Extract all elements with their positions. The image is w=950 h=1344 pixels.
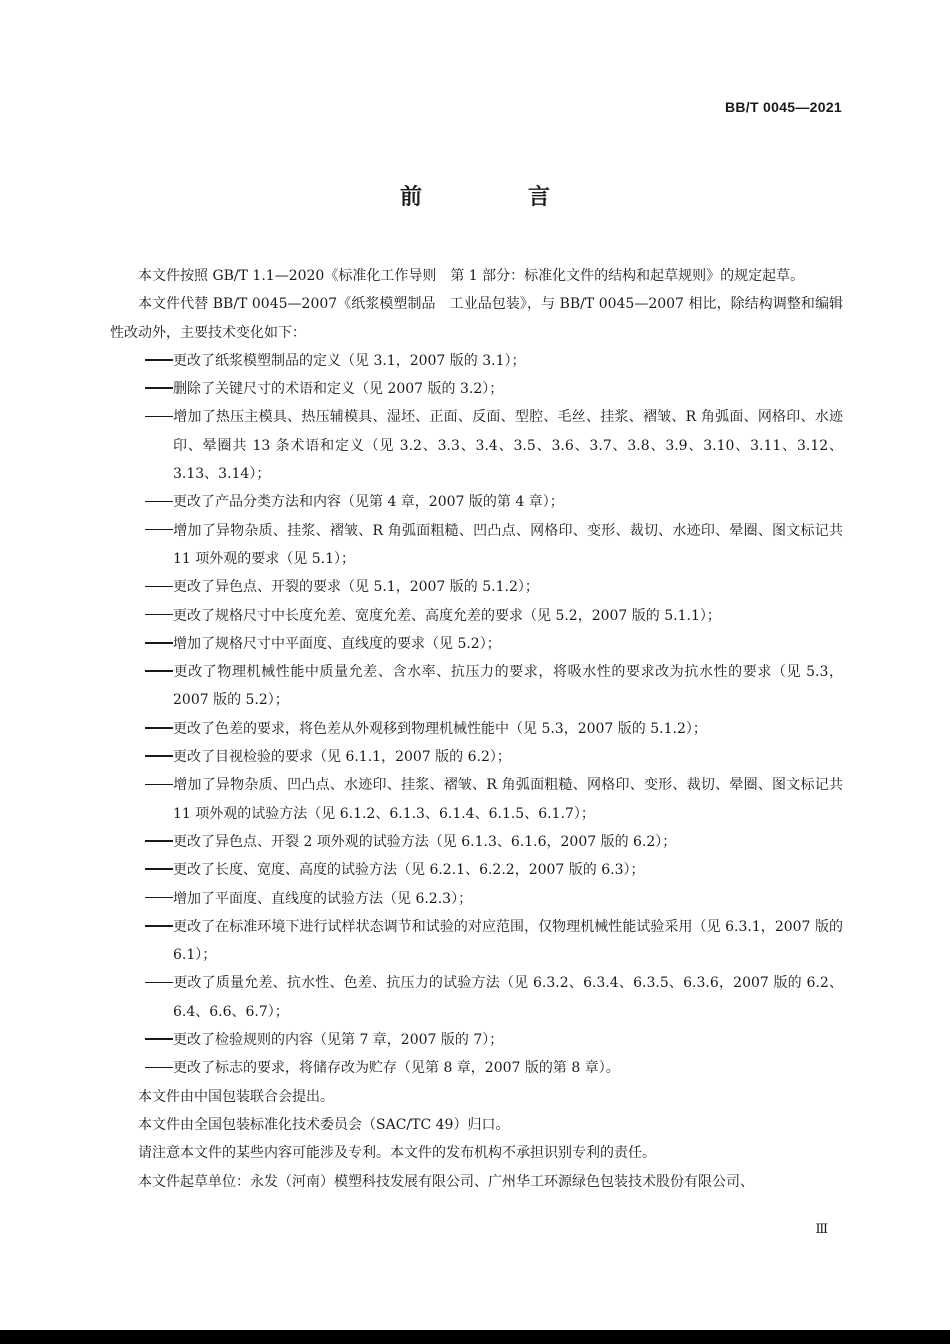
page-number: Ⅲ bbox=[815, 1222, 828, 1237]
change-text: 增加了异物杂质、挂浆、褶皱、R 角弧面粗糙、凹凸点、网格印、变形、裁切、水迹印、晕圈、图文标记共 11 项外观的要求（见 5.1）； bbox=[173, 522, 843, 567]
dash-marker bbox=[145, 375, 173, 403]
change-item bbox=[110, 517, 843, 574]
change-text: 更改了物理机械性能中质量允差、含水率、抗压力的要求，将吸水性的要求改为抗水性的要求（见 5.3，2007 版的 5.2）； bbox=[173, 664, 843, 709]
change-item bbox=[110, 885, 843, 913]
change-item bbox=[110, 715, 843, 743]
dash-marker bbox=[145, 602, 173, 630]
change-text: 增加了热压主模具、热压辅模具、湿坯、正面、反面、型腔、毛丝、挂浆、褶皱、R 角弧面、网格印、水迹印、晕圈共 13 条术语和定义（见 3.2、3.3、3.4、3.5、3.6、3.7、3.8、3.9、3.10、3.11、3.12、3.13、3.14）； bbox=[173, 409, 843, 483]
change-item bbox=[110, 1026, 843, 1054]
change-item bbox=[110, 658, 843, 715]
bottom-border bbox=[0, 1330, 950, 1344]
dash-marker bbox=[145, 573, 173, 601]
closing-paragraph: 本文件由中国包装联合会提出。 bbox=[138, 1088, 334, 1105]
dash-marker bbox=[145, 517, 173, 545]
change-item bbox=[110, 375, 843, 403]
dash-marker bbox=[145, 969, 173, 997]
change-text: 更改了检验规则的内容（见第 7 章，2007 版的 7）； bbox=[173, 1032, 504, 1049]
change-text: 更改了质量允差、抗水性、色差、抗压力的试验方法（见 6.3.2、6.3.4、6.3.5、6.3.6，2007 版的 6.2、6.4、6.6、6.7）； bbox=[173, 975, 843, 1020]
change-text: 更改了长度、宽度、高度的试验方法（见 6.2.1、6.2.2，2007 版的 6.3）； bbox=[173, 862, 645, 879]
dash-marker bbox=[145, 913, 173, 941]
change-item bbox=[110, 828, 843, 856]
change-item bbox=[110, 969, 843, 1026]
change-text: 更改了目视检验的要求（见 6.1.1，2007 版的 6.2）； bbox=[173, 749, 511, 766]
change-text: 更改了色差的要求，将色差从外观移到物理机械性能中（见 5.3，2007 版的 5.1.2）； bbox=[173, 720, 707, 737]
change-item bbox=[110, 403, 843, 488]
intro-paragraph: 本文件代替 BB/T 0045—2007《纸浆模塑制品 工业品包装》，与 BB/T 0045—2007 相比，除结构调整和编辑性改动外，主要技术变化如下： bbox=[110, 296, 843, 341]
change-item bbox=[110, 347, 843, 375]
change-text: 更改了标志的要求，将储存改为贮存（见第 8 章，2007 版的第 8 章）。 bbox=[173, 1060, 620, 1077]
intro-paragraph: 本文件按照 GB/T 1.1—2020《标准化工作导则 第 1 部分：标准化文件的结构和起草规则》的规定起草。 bbox=[138, 268, 805, 284]
change-item bbox=[110, 913, 843, 970]
change-item bbox=[110, 573, 843, 601]
change-item bbox=[110, 743, 843, 771]
change-item bbox=[110, 1054, 843, 1082]
dash-marker bbox=[145, 347, 173, 375]
closing-paragraph: 请注意本文件的某些内容可能涉及专利。本文件的发布机构不承担识别专利的责任。 bbox=[138, 1145, 656, 1162]
dash-marker bbox=[145, 856, 173, 884]
change-text: 增加了异物杂质、凹凸点、水迹印、挂浆、褶皱、R 角弧面粗糙、网格印、变形、裁切、晕圈、图文标记共 11 项外观的试验方法（见 6.1.2、6.1.3、6.1.4、6.1.5、6.1.7）； bbox=[173, 777, 843, 822]
dash-marker bbox=[145, 488, 173, 516]
change-text: 更改了异色点、开裂 2 项外观的试验方法（见 6.1.3、6.1.6，2007 版的 6.2）； bbox=[173, 833, 677, 850]
change-text: 更改了纸浆模塑制品的定义（见 3.1，2007 版的 3.1）； bbox=[173, 352, 526, 369]
page-title: 前 言 bbox=[399, 185, 592, 210]
change-text: 更改了异色点、开裂的要求（见 5.1，2007 版的 5.1.2）； bbox=[173, 579, 539, 596]
change-text: 增加了平面度、直线度的试验方法（见 6.2.3）； bbox=[173, 890, 473, 907]
dash-marker bbox=[145, 658, 173, 686]
dash-marker bbox=[145, 715, 173, 743]
change-item bbox=[110, 488, 843, 516]
dash-marker bbox=[145, 885, 173, 913]
closing-paragraph: 本文件起草单位：永发（河南）模塑科技发展有限公司、广州华工环源绿色包装技术股份有限公司、 bbox=[138, 1173, 754, 1190]
dash-marker bbox=[145, 403, 173, 431]
change-item bbox=[110, 856, 843, 884]
dash-marker bbox=[145, 771, 173, 799]
document-body bbox=[110, 262, 843, 1196]
change-text: 更改了在标准环境下进行试样状态调节和试验的对应范围，仅物理机械性能试验采用（见 6.3.1，2007 版的 6.1）； bbox=[173, 918, 843, 964]
change-item bbox=[110, 630, 843, 658]
dash-marker bbox=[145, 630, 173, 658]
change-text: 删除了关键尺寸的术语和定义（见 2007 版的 3.2）； bbox=[173, 381, 504, 398]
dash-marker bbox=[145, 743, 173, 771]
dash-marker bbox=[145, 828, 173, 856]
change-text: 更改了产品分类方法和内容（见第 4 章，2007 版的第 4 章）； bbox=[173, 494, 564, 511]
change-text: 更改了规格尺寸中长度允差、宽度允差、高度允差的要求（见 5.2，2007 版的 5.1.1）； bbox=[173, 607, 721, 624]
dash-marker bbox=[145, 1054, 173, 1082]
standard-code: BB/T 0045—2021 bbox=[724, 99, 842, 115]
dash-marker bbox=[145, 1026, 173, 1054]
change-item bbox=[110, 602, 843, 630]
change-text: 增加了规格尺寸中平面度、直线度的要求（见 5.2）； bbox=[173, 635, 501, 652]
change-item bbox=[110, 771, 843, 828]
closing-paragraph: 本文件由全国包装标准化技术委员会（SAC/TC 49）归口。 bbox=[138, 1116, 510, 1133]
